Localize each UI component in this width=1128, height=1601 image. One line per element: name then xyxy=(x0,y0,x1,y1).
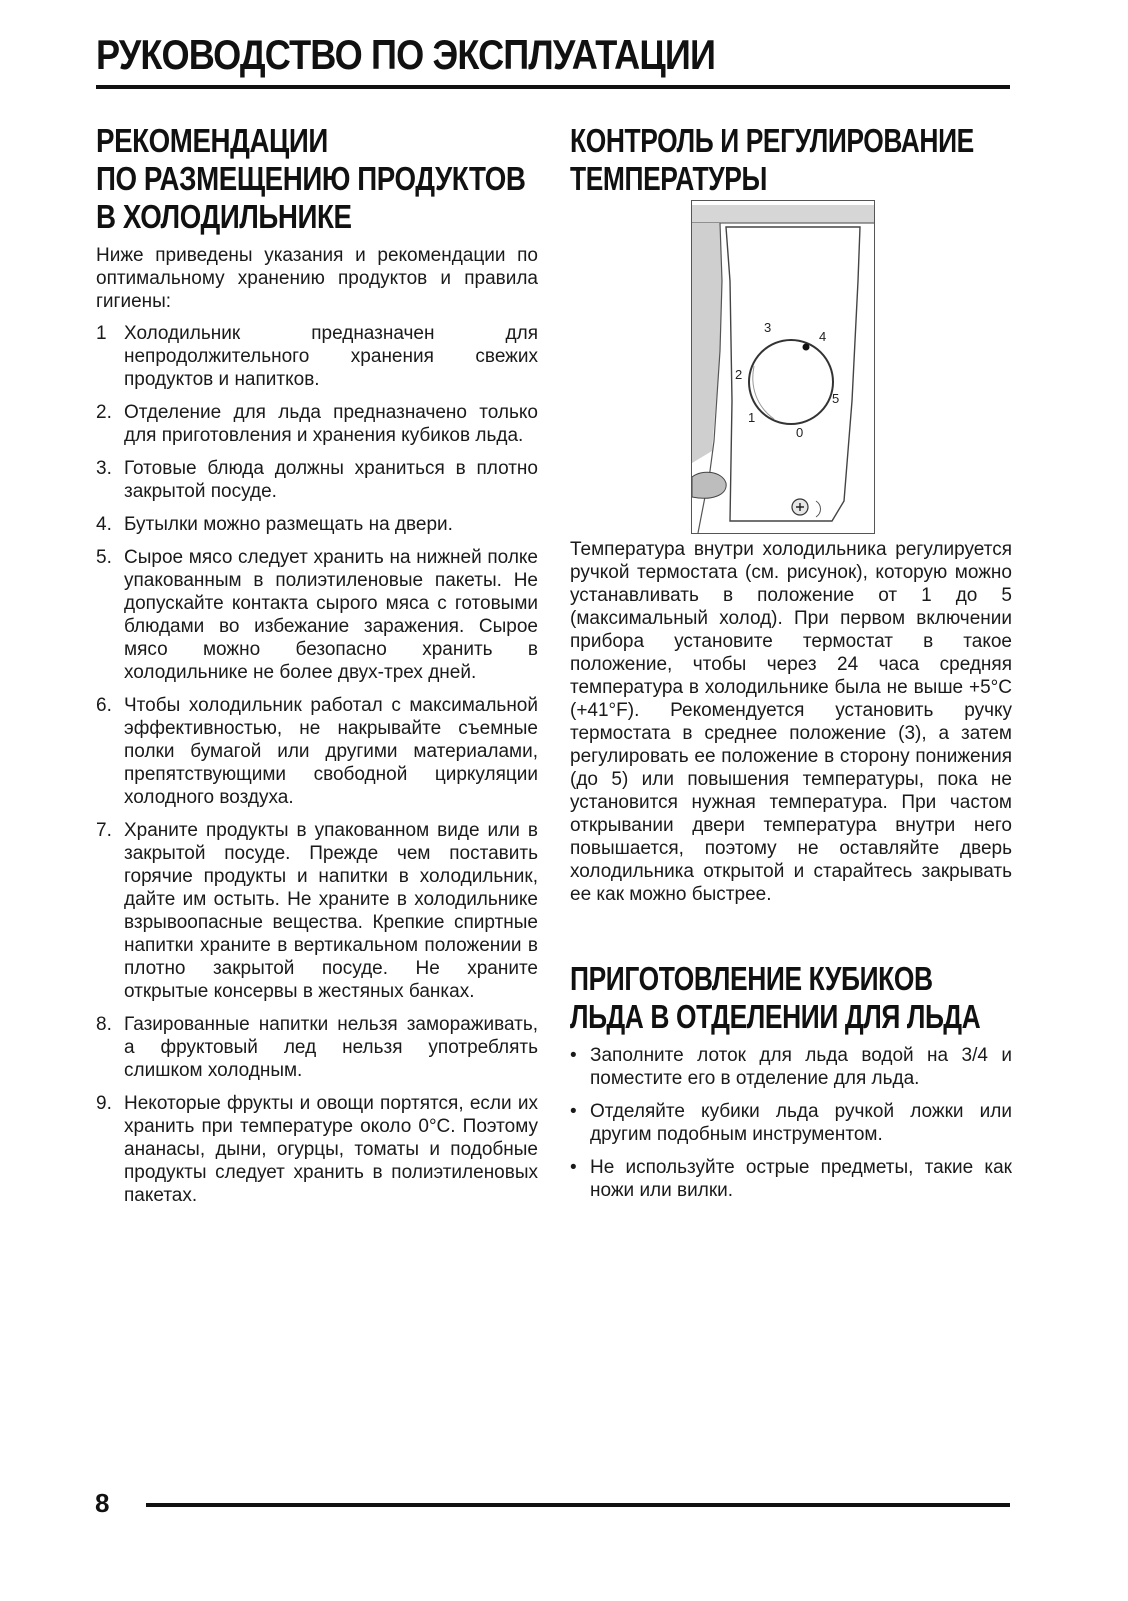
item-number: 3. xyxy=(96,458,112,479)
item-number: 8. xyxy=(96,1014,112,1035)
item-text: Некоторые фрукты и овощи портятся, если их хранить при температуре около 0°С. Поэтому ананасы, дыни, огурцы, томаты и подобные продукты следует хранить в полиэтиленовых пакетах. xyxy=(124,1093,538,1206)
dial-label-5: 5 xyxy=(832,391,840,406)
item-text: Чтобы холодильник работал с максимальной эффективностью, не накрывайте съемные полки бумагой или другими материалами, препятствующими свободной циркуляции холодного воздуха. xyxy=(124,695,538,808)
item-text: Готовые блюда должны храниться в плотно закрытой посуде. xyxy=(124,458,538,502)
list-item xyxy=(96,401,538,447)
footer-rule xyxy=(146,1503,1010,1507)
heading-line: В ХОЛОДИЛЬНИКЕ xyxy=(96,198,352,235)
right-column xyxy=(570,122,1012,1212)
list-item xyxy=(96,322,538,391)
item-number: 7. xyxy=(96,820,112,841)
item-number: 6. xyxy=(96,695,112,716)
dial-label-4: 4 xyxy=(819,329,827,344)
list-item xyxy=(570,1044,1012,1090)
thermostat-drawing xyxy=(692,201,874,533)
dial-label-2: 2 xyxy=(735,367,743,382)
item-text: Не используйте острые предметы, такие как ножи или вилки. xyxy=(590,1157,1012,1201)
item-text: Храните продукты в упакованном виде или в закрытой посуде. Прежде чем поставить горячие продукты и напитки в холодильник, дайте им остыть. Не храните в холодильнике взрывоопасные вещества. Крепкие спиртные напитки храните в вертикальном положении в плотно закрытой посуде. Не храните открытые консервы в жестяных банках. xyxy=(124,820,538,1002)
item-text: Сырое мясо следует хранить на нижней полке упакованным в полиэтиленовые пакеты. Не допускайте контакта сырого мяса с готовыми блюдами во избежание заражения. Сырое мясо можно безопасно хранить в холодильнике не более двух-трех дней. xyxy=(124,547,538,683)
ice-heading xyxy=(570,960,1012,1036)
dial-label-0: 0 xyxy=(796,425,804,440)
item-text: Газированные напитки нельзя замораживать, а фруктовый лед нельзя употреблять слишком холодным. xyxy=(124,1014,538,1081)
heading-line: РЕКОМЕНДАЦИИ xyxy=(96,122,328,159)
recommendations-heading xyxy=(96,122,538,236)
item-text: Холодильник предназначен для непродолжительного хранения свежих продуктов и напитков. xyxy=(124,323,538,390)
thermostat-illustration xyxy=(691,200,875,534)
item-number: 9. xyxy=(96,1093,112,1114)
item-text: Заполните лоток для льда водой на 3/4 и поместите его в отделение для льда. xyxy=(590,1045,1012,1089)
item-number: 1 xyxy=(96,323,107,344)
heading-line: ЛЬДА В ОТДЕЛЕНИИ ДЛЯ ЛЬДА xyxy=(570,998,981,1035)
dial-label-1: 1 xyxy=(748,410,756,425)
list-item xyxy=(570,1156,1012,1202)
heading-line: ПО РАЗМЕЩЕНИЮ ПРОДУКТОВ xyxy=(96,160,526,197)
bullet: • xyxy=(570,1157,577,1178)
recommendations-list xyxy=(96,322,538,1207)
dial-label-3: 3 xyxy=(764,320,772,335)
item-number: 5. xyxy=(96,547,112,568)
temperature-paragraph: Температура внутри холодильника регулируется ручкой термостата (см. рисунок), которую можно устанавливать в положение от 1 до 5 (максимальный холод). При первом включении прибора установите термостат в такое положение, чтобы через 24 часа средняя температура в холодильнике была не выше +5°С (+41°F). Рекомендуется установить ручку термостата в среднее положение (3), а затем регулировать ее положение в сторону понижения (до 5) или повышения температуры, пока не установится нужная температура. При частом открывании двери температура внутри него повышается, поэтому не оставляйте дверь холодильника открытой и старайтесь закрывать ее как можно быстрее. xyxy=(570,539,1012,905)
list-item xyxy=(96,694,538,809)
list-item xyxy=(96,457,538,503)
intro-paragraph: Ниже приведены указания и рекомендации по оптимальному хранению продуктов и правила гигиены: xyxy=(96,245,538,312)
bullet: • xyxy=(570,1101,577,1122)
list-item xyxy=(96,546,538,684)
title-rule xyxy=(96,85,1010,89)
item-text: Отделение для льда предназначено только для приготовления и хранения кубиков льда. xyxy=(124,402,538,446)
item-number: 2. xyxy=(96,402,112,423)
list-item xyxy=(96,1013,538,1082)
page-title: РУКОВОДСТВО ПО ЭКСПЛУАТАЦИИ xyxy=(96,31,716,78)
left-column xyxy=(96,122,538,1217)
heading-line: ТЕМПЕРАТУРЫ xyxy=(570,160,767,197)
heading-line: ПРИГОТОВЛЕНИЕ КУБИКОВ xyxy=(570,960,933,997)
temperature-heading xyxy=(570,122,1012,198)
list-item xyxy=(96,819,538,1003)
page-number: 8 xyxy=(95,1488,110,1518)
bullet: • xyxy=(570,1045,577,1066)
list-item xyxy=(96,513,538,536)
item-text: Бутылки можно размещать на двери. xyxy=(124,514,453,535)
ice-list xyxy=(570,1044,1012,1202)
heading-line: КОНТРОЛЬ И РЕГУЛИРОВАНИЕ xyxy=(570,122,974,159)
item-text: Отделяйте кубики льда ручкой ложки или другим подобным инструментом. xyxy=(590,1101,1012,1145)
list-item xyxy=(96,1092,538,1207)
item-number: 4. xyxy=(96,514,112,535)
list-item xyxy=(570,1100,1012,1146)
